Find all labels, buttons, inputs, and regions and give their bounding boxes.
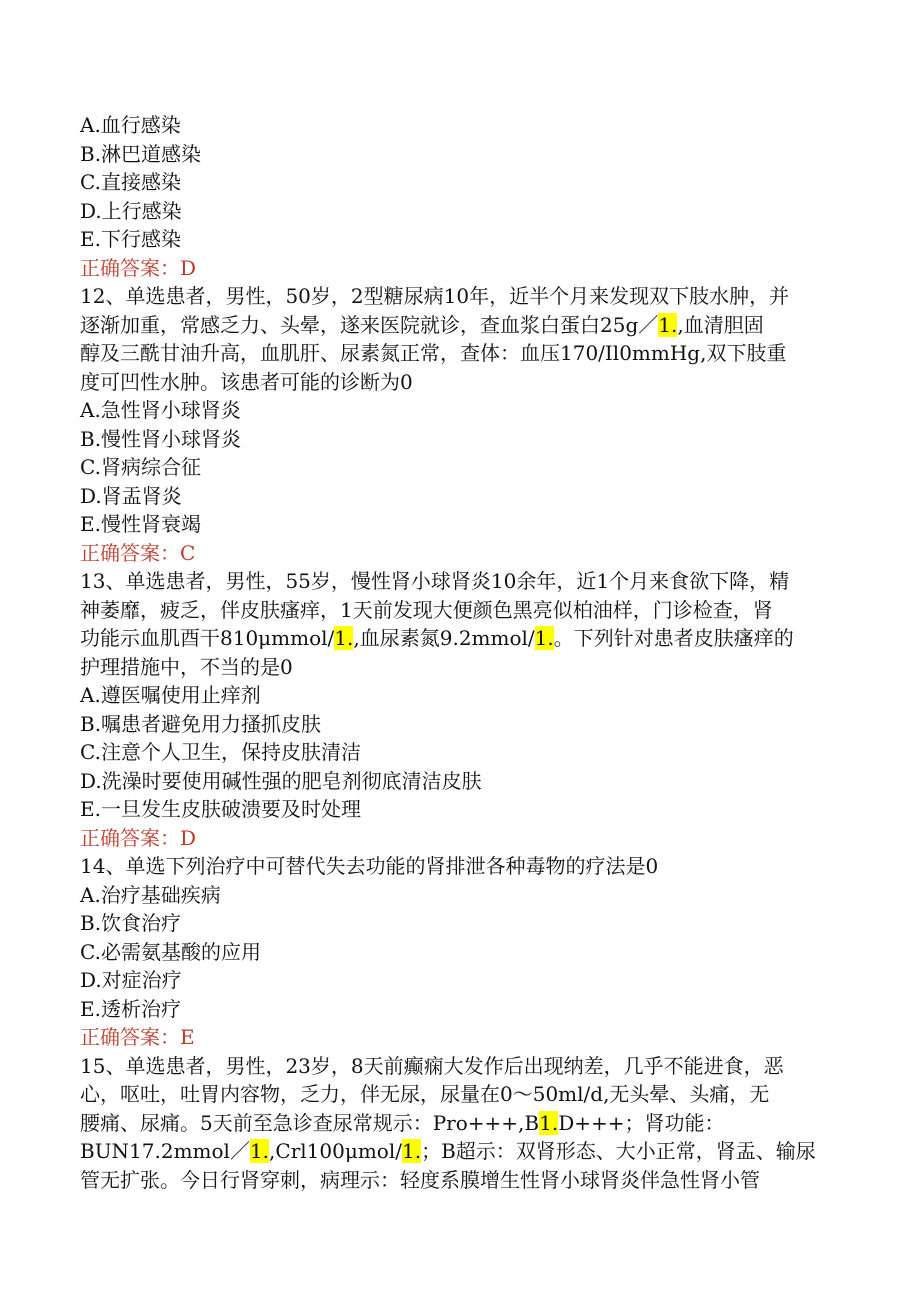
answer-option: D.对症治疗 [80,968,182,992]
text-segment: 14、单选下列治疗中可替代失去功能的肾排泄各种毒物的疗法是0 [80,854,659,878]
answer-option: C.注意个人卫生，保持皮肤清洁 [80,740,361,764]
question-text-line [80,339,850,368]
answer-option: B.饮食治疗 [80,911,182,935]
answer-option: B.淋巴道感染 [80,141,202,166]
answer-option: C.肾病综合征 [80,455,201,479]
question-text-line [80,1052,850,1081]
highlighted-text: 1. [401,1139,422,1163]
question-text-line [80,368,850,397]
correct-answer: 正确答案：E [80,1025,195,1049]
answer-option: C.必需氨基酸的应用 [80,939,261,964]
answer-option: B.慢性肾小球肾炎 [80,426,242,451]
text-segment: 12、单选患者，男性，50岁，2型糖尿病10年，近半个月来发现双下肢水肿，并 [80,284,790,308]
answer-option: A.血行感染 [80,113,181,137]
question-text-line [80,624,850,653]
answer-option: E.下行感染 [80,227,181,251]
correct-answer: 正确答案：D [80,825,197,850]
text-segment: ,Crl100μmol/ [269,1139,402,1163]
text-segment: 护理措施中，不当的是0 [80,654,293,679]
text-segment: ,血尿素氮9.2mmol/ [353,626,535,650]
answer-option: D.肾盂肾炎 [80,483,182,508]
text-segment: 管无扩张。今日行肾穿刺，病理示：轻度系膜增生性肾小球肾炎伴急性肾小管 [80,1167,760,1192]
highlighted-text: 1. [658,312,678,337]
answer-option: E.慢性肾衰竭 [80,512,201,536]
text-segment: 度可凹性水肿。该患者可能的诊断为0 [80,369,413,394]
question-text-line [80,596,850,625]
text-segment: 。下列针对患者皮肤瘙痒的 [553,626,794,650]
highlighted-text: 1. [334,626,354,650]
highlighted-text: 1. [249,1139,270,1163]
text-segment: 15、单选患者，男性，23岁，8天前癫痫大发作后出现纳差，几乎不能进食，恶 [80,1053,784,1078]
answer-option: A.急性肾小球肾炎 [80,398,241,422]
question-text-line [80,567,850,596]
text-segment: ,血清胆固 [677,312,764,337]
text-segment: 神萎靡，疲乏，伴皮肤瘙痒，1天前发现大便颜色黑亮似柏油样，门诊检查，肾 [80,597,773,622]
question-text-line [80,1080,850,1109]
text-segment: BUN17.2mmol／ [80,1139,250,1163]
highlighted-text: 1. [539,1110,559,1135]
question-text-line [80,282,850,311]
answer-option: E.一旦发生皮肤破溃要及时处理 [80,797,361,821]
answer-option: D.上行感染 [80,198,182,223]
answer-option: C.直接感染 [80,170,181,194]
highlighted-text: 1. [534,626,554,650]
question-text-line [80,311,850,340]
answer-option: B.嘱患者避免用力搔抓皮肤 [80,711,322,736]
answer-option: E.透析治疗 [80,996,181,1021]
question-text-line [80,653,850,682]
text-segment: D+++；肾功能： [558,1110,725,1135]
answer-option: A.遵医嘱使用止痒剂 [80,683,261,707]
text-segment: 醇及三酰甘油升高，血肌肝、尿素氮正常，查体：血压170/Il0mmHg,双下肢重 [80,341,787,365]
question-text-line [80,852,850,881]
correct-answer: 正确答案：D [80,255,197,280]
question-text-line [80,1137,850,1166]
question-text-line [80,1166,850,1195]
text-segment: 13、单选患者，男性，55岁，慢性肾小球肾炎10余年，近1个月来食欲下降，精 [80,569,790,593]
question-text-line [80,1109,850,1138]
answer-option: D.洗澡时要使用碱性强的肥皂剂彻底清洁皮肤 [80,768,482,793]
text-segment: 心，呕吐，吐胃内容物，乏力，伴无尿，尿量在0～50ml/d,无头晕、头痛，无 [80,1082,770,1106]
answer-option: A.治疗基础疾病 [80,882,221,907]
text-segment: ；B超示：双肾形态、大小正常，肾盂、输尿 [421,1139,816,1163]
correct-answer: 正确答案：C [80,540,196,565]
text-segment: 功能示血肌酉干810μmmol/ [80,626,335,650]
question-list [80,111,850,1194]
text-segment: 腰痛、尿痛。5天前至急诊查尿常规示：Pro+++,B [80,1110,540,1135]
text-segment: 逐渐加重，常感乏力、头晕，遂来医院就诊，查血浆白蛋白25g／ [80,312,659,337]
